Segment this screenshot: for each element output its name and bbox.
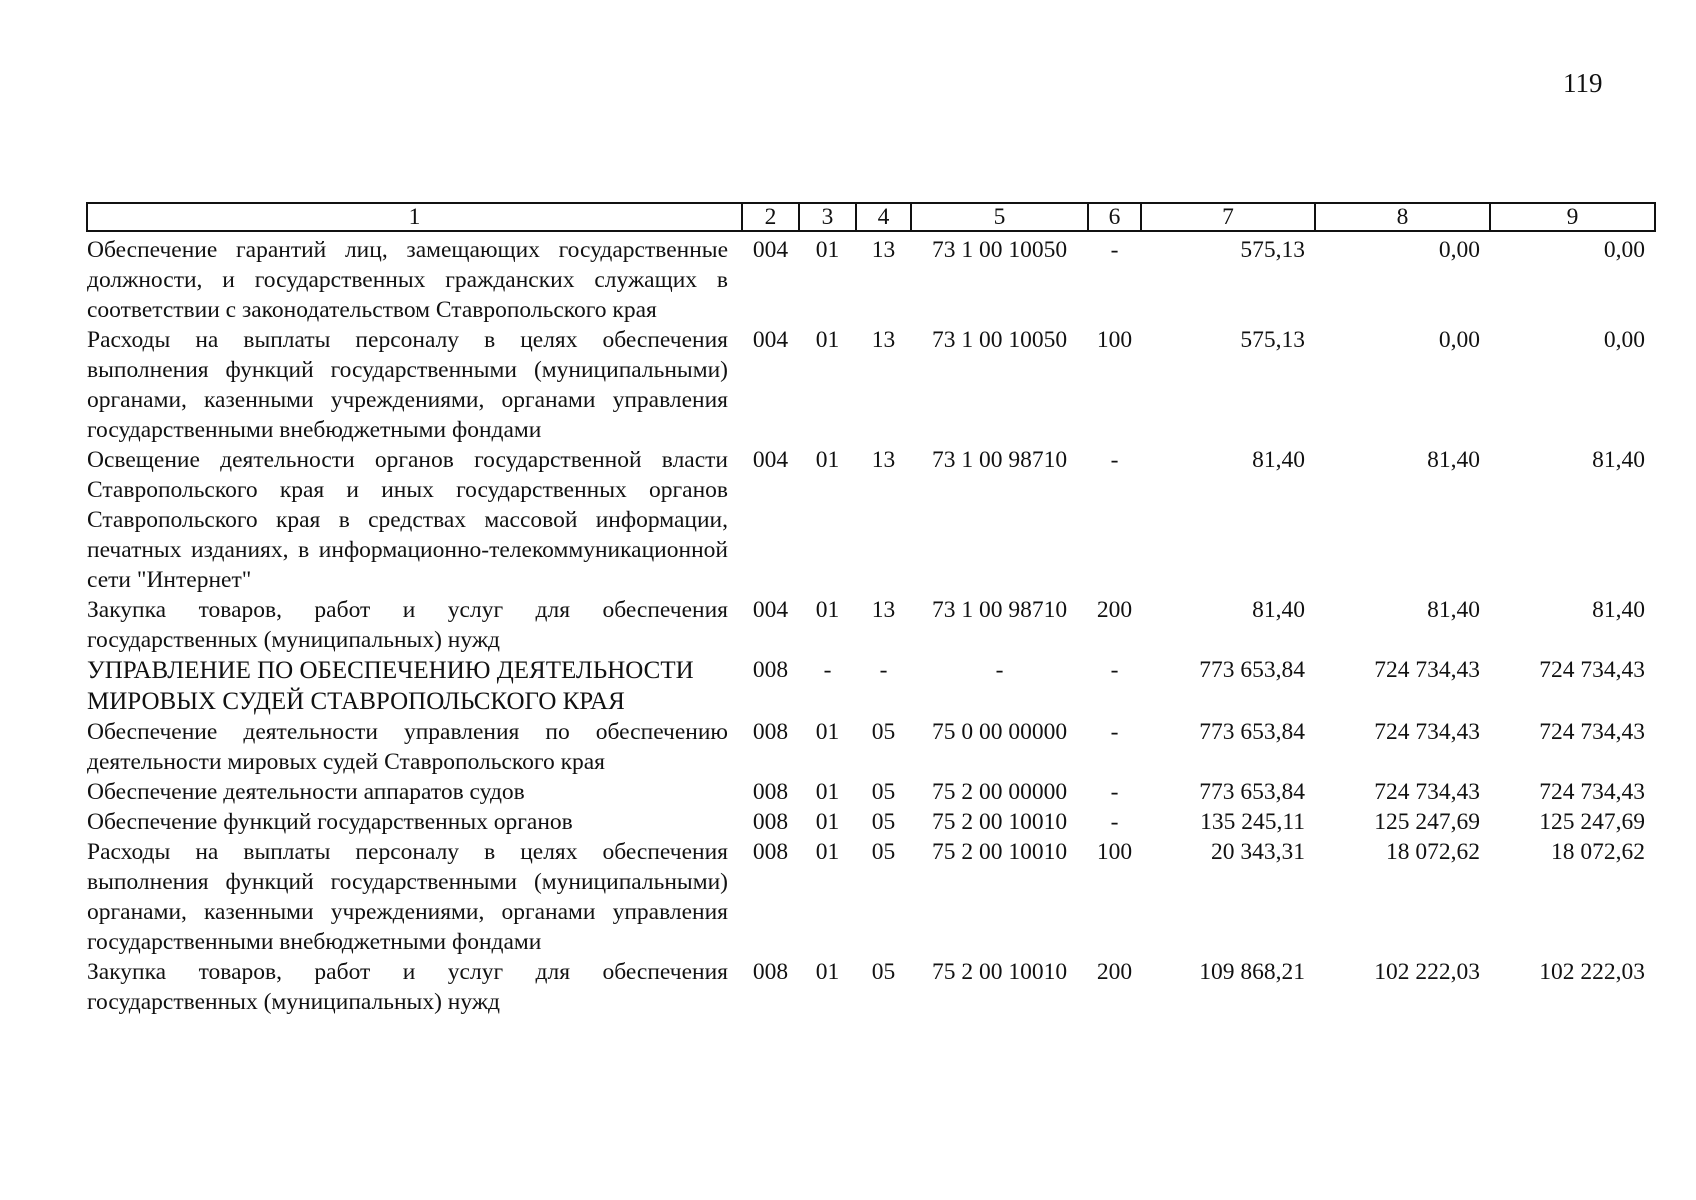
cell-amount-7: 575,13 <box>1240 237 1305 263</box>
column-header: 4 <box>856 203 911 231</box>
budget-table <box>86 202 1656 1017</box>
cell-code-5: 75 2 00 10010 <box>931 839 1068 865</box>
cell-amount-7: 575,13 <box>1240 327 1305 353</box>
cell-amount-8: 724 734,43 <box>1374 719 1480 745</box>
cell-amount-8: 102 222,03 <box>1374 959 1480 985</box>
cell-amount-7: 773 653,84 <box>1199 779 1305 805</box>
cell-amount-7: 20 343,31 <box>1211 839 1305 865</box>
cell-code-5: 73 1 00 10050 <box>931 237 1068 263</box>
cell-code-6: - <box>1110 657 1119 683</box>
table-body <box>87 231 1655 1017</box>
cell-code-5: 73 1 00 98710 <box>931 447 1068 473</box>
page-number: 119 <box>1563 68 1603 98</box>
table-row <box>87 807 1655 837</box>
cell-code-4: 05 <box>871 779 896 805</box>
cell-code-3: 01 <box>815 327 840 353</box>
table-row <box>87 595 1655 655</box>
cell-amount-8: 0,00 <box>1438 237 1480 263</box>
cell-amount-9: 102 222,03 <box>1539 959 1645 985</box>
cell-code-2: 004 <box>752 327 789 353</box>
cell-code-2: 004 <box>752 597 789 623</box>
table-row <box>87 325 1655 445</box>
column-header: 9 <box>1490 203 1655 231</box>
cell-code-6: - <box>1110 779 1119 805</box>
table-row <box>87 957 1655 1017</box>
cell-amount-9: 125 247,69 <box>1539 809 1645 835</box>
cell-code-2: 004 <box>752 447 789 473</box>
row-name: Расходы на выплаты персоналу в целях обеспечения выполнения функций государственными (муниципальными) органами, казенными учреждениями, органами управления государственными внебюджетными фондами <box>87 327 728 443</box>
cell-amount-7: 773 653,84 <box>1199 657 1305 683</box>
cell-code-2: 008 <box>752 839 789 865</box>
cell-code-4: 05 <box>871 809 896 835</box>
cell-code-5: - <box>995 657 1004 683</box>
cell-amount-8: 81,40 <box>1427 597 1480 623</box>
cell-code-2: 008 <box>752 809 789 835</box>
cell-code-6: 200 <box>1096 597 1133 623</box>
cell-code-2: 008 <box>752 779 789 805</box>
cell-amount-8: 0,00 <box>1438 327 1480 353</box>
cell-amount-9: 724 734,43 <box>1539 657 1645 683</box>
table-row <box>87 655 1655 717</box>
cell-code-6: 100 <box>1096 327 1133 353</box>
cell-code-4: 05 <box>871 719 896 745</box>
cell-amount-7: 135 245,11 <box>1200 809 1305 835</box>
cell-code-4: 13 <box>871 327 896 353</box>
column-header: 5 <box>911 203 1088 231</box>
row-name: Обеспечение деятельности управления по обеспечению деятельности мировых судей Ставропольского края <box>87 719 728 775</box>
cell-code-5: 75 0 00 00000 <box>931 719 1068 745</box>
cell-code-3: 01 <box>815 809 840 835</box>
cell-code-3: 01 <box>815 719 840 745</box>
cell-code-3: - <box>823 657 832 683</box>
cell-amount-9: 18 072,62 <box>1551 839 1645 865</box>
row-name: Обеспечение гарантий лиц, замещающих государственные должности, и государственных гражданских служащих в соответствии с законодательством Ставропольского края <box>87 237 728 323</box>
cell-code-5: 75 2 00 10010 <box>931 959 1068 985</box>
table-row <box>87 717 1655 777</box>
cell-amount-7: 81,40 <box>1252 447 1305 473</box>
row-name: Обеспечение деятельности аппаратов судов <box>87 779 525 805</box>
cell-code-6: - <box>1110 237 1119 263</box>
cell-code-3: 01 <box>815 779 840 805</box>
cell-code-5: 75 2 00 00000 <box>931 779 1068 805</box>
table-row <box>87 231 1655 325</box>
cell-amount-9: 724 734,43 <box>1539 719 1645 745</box>
cell-code-3: 01 <box>815 237 840 263</box>
cell-amount-8: 125 247,69 <box>1374 809 1480 835</box>
table-row <box>87 445 1655 595</box>
cell-code-6: - <box>1110 809 1119 835</box>
cell-code-6: - <box>1110 719 1119 745</box>
cell-code-4: 13 <box>871 597 896 623</box>
cell-code-2: 004 <box>752 237 789 263</box>
row-name: УПРАВЛЕНИЕ ПО ОБЕСПЕЧЕНИЮ ДЕЯТЕЛЬНОСТИ МИРОВЫХ СУДЕЙ СТАВРОПОЛЬСКОГО КРАЯ <box>87 657 694 715</box>
cell-code-4: 05 <box>871 959 896 985</box>
cell-code-2: 008 <box>752 657 789 683</box>
cell-code-4: 13 <box>871 447 896 473</box>
column-header: 3 <box>799 203 856 231</box>
table-row <box>87 837 1655 957</box>
table-row <box>87 777 1655 807</box>
cell-code-3: 01 <box>815 839 840 865</box>
column-header: 1 <box>87 203 742 231</box>
header-row <box>87 203 1655 231</box>
cell-amount-8: 18 072,62 <box>1386 839 1480 865</box>
cell-amount-8: 724 734,43 <box>1374 779 1480 805</box>
cell-amount-8: 81,40 <box>1427 447 1480 473</box>
cell-code-3: 01 <box>815 447 840 473</box>
cell-code-6: 100 <box>1096 839 1133 865</box>
cell-code-5: 75 2 00 10010 <box>931 809 1068 835</box>
cell-code-2: 008 <box>752 719 789 745</box>
cell-amount-7: 109 868,21 <box>1199 959 1305 985</box>
cell-amount-9: 724 734,43 <box>1539 779 1645 805</box>
column-header: 2 <box>742 203 799 231</box>
row-name: Обеспечение функций государственных органов <box>87 809 573 835</box>
cell-code-5: 73 1 00 98710 <box>931 597 1068 623</box>
cell-amount-9: 0,00 <box>1603 237 1645 263</box>
cell-code-4: - <box>879 657 888 683</box>
cell-amount-7: 81,40 <box>1252 597 1305 623</box>
cell-code-2: 008 <box>752 959 789 985</box>
cell-amount-9: 81,40 <box>1592 447 1645 473</box>
cell-code-5: 73 1 00 10050 <box>931 327 1068 353</box>
cell-code-3: 01 <box>815 597 840 623</box>
cell-amount-9: 0,00 <box>1603 327 1645 353</box>
row-name: Расходы на выплаты персоналу в целях обеспечения выполнения функций государственными (муниципальными) органами, казенными учреждениями, органами управления государственными внебюджетными фондами <box>87 839 728 955</box>
column-header: 8 <box>1315 203 1490 231</box>
row-name: Закупка товаров, работ и услуг для обеспечения государственных (муниципальных) нужд <box>87 959 728 1015</box>
row-name: Закупка товаров, работ и услуг для обеспечения государственных (муниципальных) нужд <box>87 597 728 653</box>
cell-code-6: 200 <box>1096 959 1133 985</box>
column-header: 6 <box>1088 203 1141 231</box>
cell-code-4: 13 <box>871 237 896 263</box>
column-header: 7 <box>1141 203 1315 231</box>
cell-amount-9: 81,40 <box>1592 597 1645 623</box>
cell-amount-8: 724 734,43 <box>1374 657 1480 683</box>
cell-code-6: - <box>1110 447 1119 473</box>
row-name: Освещение деятельности органов государственной власти Ставропольского края и иных государственных органов Ставропольского края в средствах массовой информации, печатных изданиях, в информационно-телекоммуникационной сети "Интернет" <box>87 447 728 593</box>
cell-amount-7: 773 653,84 <box>1199 719 1305 745</box>
cell-code-4: 05 <box>871 839 896 865</box>
cell-code-3: 01 <box>815 959 840 985</box>
